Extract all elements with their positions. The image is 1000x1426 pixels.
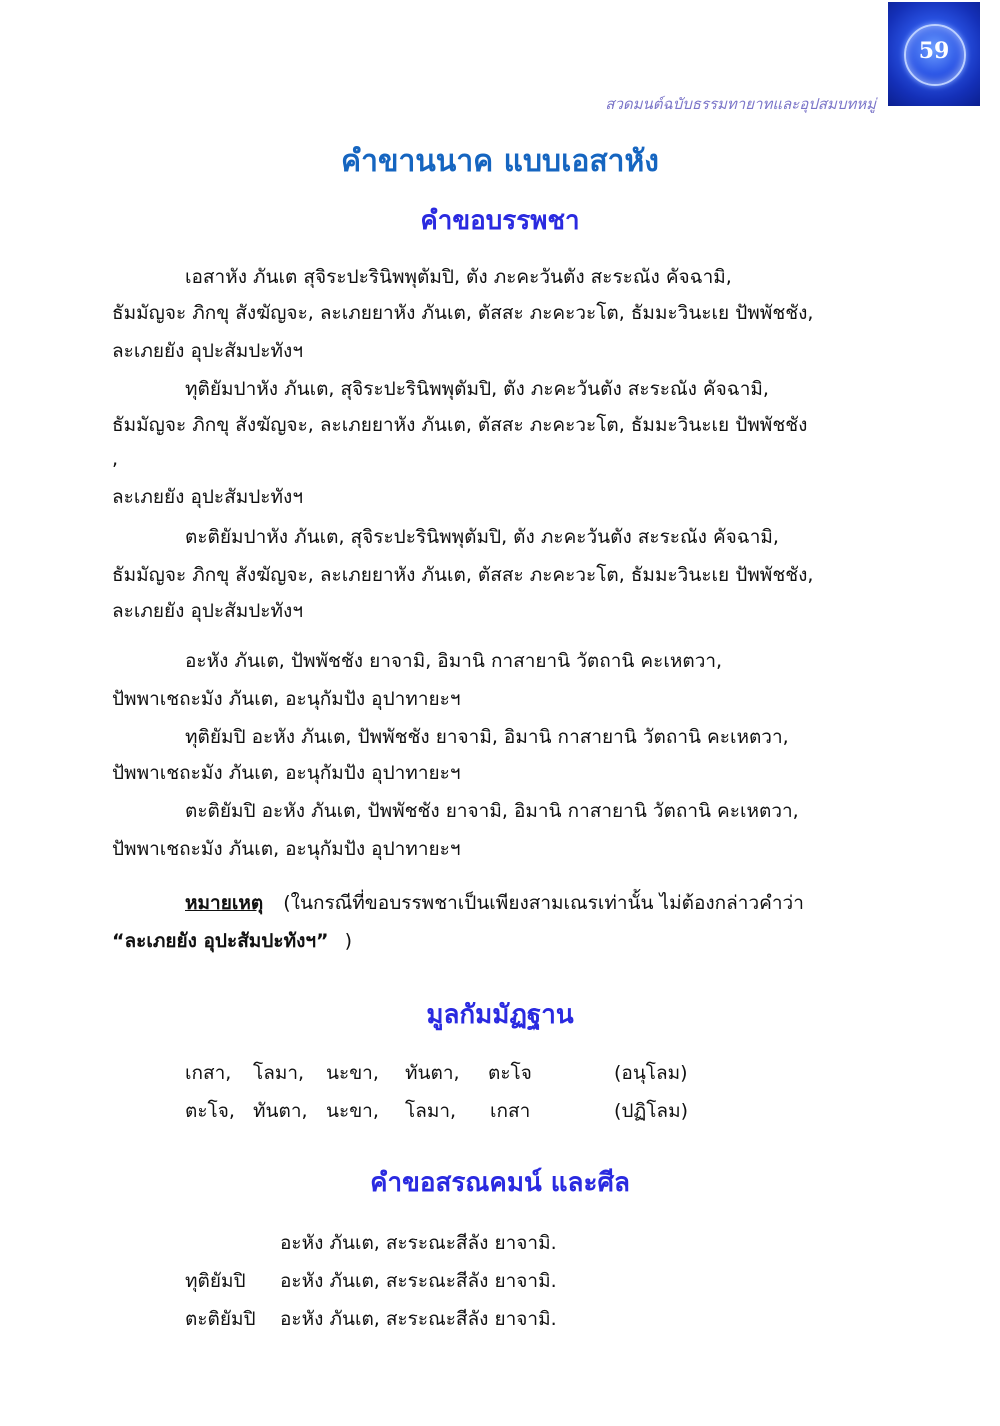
text-line: ปัพพาเชถะมัง ภันเต, อะนุกัมปัง อุปาทายะฯ [112,688,461,710]
section-heading-refuge-precepts: คำขอสรณคมน์ และศีล [370,1168,630,1198]
running-head: สวดมนต์ฉบับธรรมทายาทและอุปสมบทหมู่ [605,95,876,113]
meditation-word: ตะโจ [488,1062,532,1084]
page-title: คำขานนาค แบบเอสาหัง [341,144,659,179]
note-label: หมายเหตุ [185,892,264,914]
text-line: ปัพพาเชถะมัง ภันเต, อะนุกัมปัง อุปาทายะฯ [112,762,461,784]
text-line: อะหัง ภันเต, ปัพพัชชัง ยาจามิ, อิมานิ กาสายานิ วัตถานิ คะเหตวา, [185,650,723,672]
meditation-word: ทันตา, [253,1100,308,1122]
meditation-word: ตะโจ, [185,1100,235,1122]
text-line: ธัมมัญจะ ภิกขุ สังฆัญจะ, ละเภยยาหัง ภันเต, ตัสสะ ภะคะวะโต, ธัมมะวินะเย ปัพพัชชัง, [112,302,814,324]
meditation-word: ทันตา, [405,1062,460,1084]
note-quote: “ละเภยยัง อุปะสัมปะทังฯ” [112,930,329,952]
text-line: เอสาหัง ภันเต สุจิระปะรินิพพุตัมปิ, ตัง ภะคะวันตัง สะระณัง คัจฉามิ, [185,266,732,288]
meditation-word: เกสา [490,1100,531,1122]
meditation-word: นะขา, [326,1100,379,1122]
text-line: ละเภยยัง อุปะสัมปะทังฯ [112,486,303,508]
meditation-order-label: (อนุโลม) [614,1062,688,1084]
text-line: ตะติยัมปาหัง ภันเต, สุจิระปะรินิพพุตัมปิ, ตัง ภะคะวันตัง สะระณัง คัจฉามิ, [185,526,779,548]
note-text: (ในกรณีที่ขอบรรพชาเป็นเพียงสามเณรเท่านั้น ไม่ต้องกล่าวคำว่า [283,892,804,914]
text-line: ตะติยัมปิ อะหัง ภันเต, ปัพพัชชัง ยาจามิ, อิมานิ กาสายานิ วัตถานิ คะเหตวา, [185,800,799,822]
meditation-word: เกสา, [185,1062,232,1084]
precept-prefix: ทุติยัมปิ [185,1270,246,1292]
text-line: ธัมมัญจะ ภิกขุ สังฆัญจะ, ละเภยยาหัง ภันเต, ตัสสะ ภะคะวะโต, ธัมมะวินะเย ปัพพัชชัง, [112,564,814,586]
precept-text: อะหัง ภันเต, สะระณะสีลัง ยาจามิ. [280,1232,557,1254]
text-line: ทุติยัมปิ อะหัง ภันเต, ปัพพัชชัง ยาจามิ, อิมานิ กาสายานิ วัตถานิ คะเหตวา, [185,726,789,748]
meditation-word: โลมา, [405,1100,457,1122]
text-line: ละเภยยัง อุปะสัมปะทังฯ [112,340,303,362]
section-heading-root-meditation: มูลกัมมัฏฐาน [426,1000,574,1030]
text-line: ปัพพาเชถะมัง ภันเต, อะนุกัมปัง อุปาทายะฯ [112,838,461,860]
note-line [185,888,804,918]
meditation-word: โลมา, [253,1062,305,1084]
meditation-word: นะขา, [326,1062,379,1084]
note-close: ) [344,930,353,952]
text-line: , [112,448,119,470]
meditation-order-label: (ปฏิโลม) [614,1100,689,1122]
page-number: 59 [918,38,950,64]
precept-text: อะหัง ภันเต, สะระณะสีลัง ยาจามิ. [280,1270,557,1292]
note-line-2 [112,926,352,956]
section-heading-ordination: คำขอบรรพชา [420,206,580,236]
precept-text: อะหัง ภันเต, สะระณะสีลัง ยาจามิ. [280,1308,557,1330]
text-line: ละเภยยัง อุปะสัมปะทังฯ [112,600,303,622]
text-line: ทุติยัมปาหัง ภันเต, สุจิระปะรินิพพุตัมปิ, ตัง ภะคะวันตัง สะระณัง คัจฉามิ, [185,378,769,400]
precept-prefix: ตะติยัมปิ [185,1308,256,1330]
text-line: ธัมมัญจะ ภิกขุ สังฆัญจะ, ละเภยยาหัง ภันเต, ตัสสะ ภะคะวะโต, ธัมมะวินะเย ปัพพัชชัง [112,414,808,436]
page-number-badge [888,2,980,106]
